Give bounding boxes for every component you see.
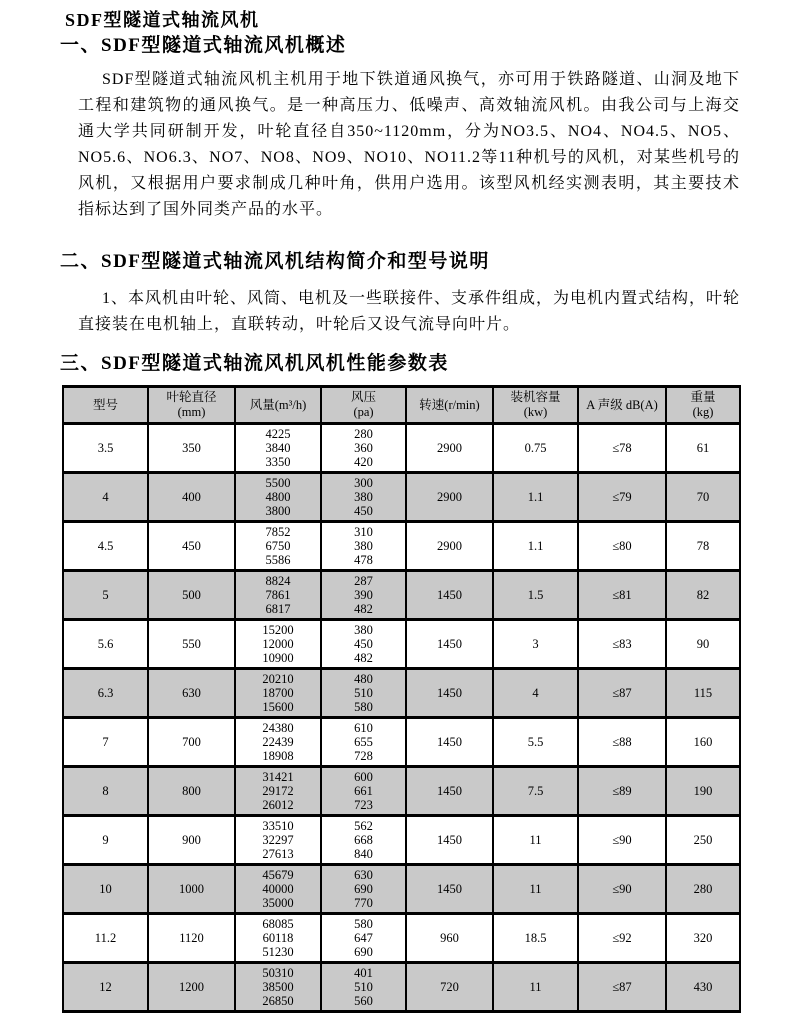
column-header-model: 型号: [63, 387, 148, 424]
table-cell-power: 11: [493, 865, 578, 914]
table-cell-power: 11: [493, 816, 578, 865]
table-cell-speed: 1450: [406, 767, 493, 816]
table-row: [63, 816, 740, 865]
table-cell-flow: 50310 38500 26850: [235, 963, 321, 1012]
table-cell-pressure: 630 690 770: [321, 865, 406, 914]
table-row: [63, 767, 740, 816]
table-row: [63, 963, 740, 1012]
table-cell-weight: 61: [666, 424, 740, 473]
structure-paragraph: 1、本风机由叶轮、风筒、电机及一些联接件、支承件组成，为电机内置式结构，叶轮直接装在电机轴上，直联转动，叶轮后又设气流导向叶片。: [78, 290, 741, 333]
table-cell-power: 7.5: [493, 767, 578, 816]
table-cell-pressure: 287 390 482: [321, 571, 406, 620]
table-cell-power: 1.1: [493, 522, 578, 571]
table-cell-speed: 1450: [406, 620, 493, 669]
column-header-flow: 风量(m³/h): [235, 387, 321, 424]
table-cell-noise: ≤80: [578, 522, 666, 571]
table-cell-model: 6.3: [63, 669, 148, 718]
table-cell-diameter: 1200: [148, 963, 235, 1012]
table-cell-speed: 1450: [406, 865, 493, 914]
table-cell-pressure: 580 647 690: [321, 914, 406, 963]
column-header-weight: 重量 (kg): [666, 387, 740, 424]
table-cell-weight: 190: [666, 767, 740, 816]
table-cell-power: 1.5: [493, 571, 578, 620]
table-cell-model: 10: [63, 865, 148, 914]
table-cell-noise: ≤81: [578, 571, 666, 620]
document-title: SDF型隧道式轴流风机: [65, 10, 260, 30]
column-header-diameter: 叶轮直径 (mm): [148, 387, 235, 424]
table-cell-weight: 430: [666, 963, 740, 1012]
table-cell-flow: 31421 29172 26012: [235, 767, 321, 816]
table-cell-diameter: 550: [148, 620, 235, 669]
table-cell-model: 11.2: [63, 914, 148, 963]
table-cell-power: 1.1: [493, 473, 578, 522]
table-cell-flow: 68085 60118 51230: [235, 914, 321, 963]
overview-paragraph: SDF型隧道式轴流风机主机用于地下铁道通风换气，亦可用于铁路隧道、山洞及地下工程和建筑物的通风换气。是一种高压力、低噪声、高效轴流风机。由我公司与上海交通大学共同研制开发，叶轮直径自350~1120mm，分为NO3.5、NO4、NO4.5、NO5、NO5.6、NO6.3、NO7、NO8、NO9、NO10、NO11.2等11种机号的风机，对某些机号的风机，又根据用户要求制成几种叶角，供用户选用。该型风机经实测表明，其主要技术指标达到了国外同类产品的水平。: [78, 71, 740, 218]
table-cell-weight: 70: [666, 473, 740, 522]
table-cell-flow: 15200 12000 10900: [235, 620, 321, 669]
table-cell-flow: 24380 22439 18908: [235, 718, 321, 767]
table-cell-weight: 115: [666, 669, 740, 718]
table-cell-model: 3.5: [63, 424, 148, 473]
table-cell-flow: 20210 18700 15600: [235, 669, 321, 718]
table-cell-flow: 8824 7861 6817: [235, 571, 321, 620]
table-cell-pressure: 600 661 723: [321, 767, 406, 816]
table-cell-noise: ≤79: [578, 473, 666, 522]
table-row: [63, 620, 740, 669]
table-cell-pressure: 562 668 840: [321, 816, 406, 865]
column-header-speed: 转速(r/min): [406, 387, 493, 424]
table-cell-pressure: 280 360 420: [321, 424, 406, 473]
table-cell-speed: 1450: [406, 816, 493, 865]
table-cell-model: 9: [63, 816, 148, 865]
table-cell-power: 3: [493, 620, 578, 669]
table-cell-model: 4.5: [63, 522, 148, 571]
performance-table: [62, 385, 741, 1013]
table-cell-power: 4: [493, 669, 578, 718]
table-cell-noise: ≤90: [578, 816, 666, 865]
table-cell-pressure: 401 510 560: [321, 963, 406, 1012]
table-cell-diameter: 700: [148, 718, 235, 767]
table-cell-noise: ≤92: [578, 914, 666, 963]
table-row: [63, 865, 740, 914]
table-row: [63, 571, 740, 620]
table-row: [63, 669, 740, 718]
table-cell-diameter: 900: [148, 816, 235, 865]
table-cell-pressure: 310 380 478: [321, 522, 406, 571]
table-cell-flow: 45679 40000 35000: [235, 865, 321, 914]
table-cell-power: 5.5: [493, 718, 578, 767]
table-cell-diameter: 400: [148, 473, 235, 522]
table-cell-diameter: 1120: [148, 914, 235, 963]
table-cell-model: 8: [63, 767, 148, 816]
table-row: [63, 718, 740, 767]
column-header-noise: A 声级 dB(A): [578, 387, 666, 424]
table-cell-flow: 5500 4800 3800: [235, 473, 321, 522]
table-cell-weight: 320: [666, 914, 740, 963]
table-row: [63, 473, 740, 522]
table-cell-model: 7: [63, 718, 148, 767]
table-cell-pressure: 380 450 482: [321, 620, 406, 669]
table-cell-diameter: 800: [148, 767, 235, 816]
table-cell-pressure: 610 655 728: [321, 718, 406, 767]
table-cell-power: 0.75: [493, 424, 578, 473]
column-header-power: 装机容量 (kw): [493, 387, 578, 424]
table-cell-speed: 1450: [406, 571, 493, 620]
table-cell-pressure: 300 380 450: [321, 473, 406, 522]
table-cell-weight: 250: [666, 816, 740, 865]
table-cell-flow: 33510 32297 27613: [235, 816, 321, 865]
table-cell-power: 18.5: [493, 914, 578, 963]
table-cell-weight: 90: [666, 620, 740, 669]
performance-table-head-row: [63, 387, 740, 424]
performance-table-body: [63, 424, 740, 1012]
table-cell-power: 11: [493, 963, 578, 1012]
table-cell-speed: 2900: [406, 424, 493, 473]
table-cell-speed: 720: [406, 963, 493, 1012]
table-cell-noise: ≤89: [578, 767, 666, 816]
table-cell-noise: ≤87: [578, 669, 666, 718]
table-cell-weight: 82: [666, 571, 740, 620]
table-cell-diameter: 630: [148, 669, 235, 718]
table-cell-noise: ≤78: [578, 424, 666, 473]
table-cell-flow: 7852 6750 5586: [235, 522, 321, 571]
table-cell-speed: 2900: [406, 522, 493, 571]
table-cell-model: 4: [63, 473, 148, 522]
table-cell-speed: 960: [406, 914, 493, 963]
table-cell-diameter: 500: [148, 571, 235, 620]
section-heading-overview: 一、SDF型隧道式轴流风机概述: [60, 35, 347, 56]
table-cell-speed: 1450: [406, 718, 493, 767]
table-cell-diameter: 450: [148, 522, 235, 571]
table-cell-model: 12: [63, 963, 148, 1012]
table-cell-weight: 280: [666, 865, 740, 914]
table-cell-noise: ≤87: [578, 963, 666, 1012]
table-cell-noise: ≤83: [578, 620, 666, 669]
table-cell-speed: 1450: [406, 669, 493, 718]
table-cell-weight: 78: [666, 522, 740, 571]
table-cell-model: 5: [63, 571, 148, 620]
section-heading-performance-table: 三、SDF型隧道式轴流风机风机性能参数表: [60, 353, 449, 374]
table-cell-noise: ≤88: [578, 718, 666, 767]
table-cell-pressure: 480 510 580: [321, 669, 406, 718]
table-row: [63, 914, 740, 963]
table-row: [63, 424, 740, 473]
table-cell-diameter: 350: [148, 424, 235, 473]
table-cell-speed: 2900: [406, 473, 493, 522]
table-cell-weight: 160: [666, 718, 740, 767]
table-cell-noise: ≤90: [578, 865, 666, 914]
column-header-pressure: 风压 (pa): [321, 387, 406, 424]
section-heading-structure: 二、SDF型隧道式轴流风机结构简介和型号说明: [60, 251, 490, 272]
table-row: [63, 522, 740, 571]
table-cell-diameter: 1000: [148, 865, 235, 914]
table-cell-flow: 4225 3840 3350: [235, 424, 321, 473]
table-cell-model: 5.6: [63, 620, 148, 669]
